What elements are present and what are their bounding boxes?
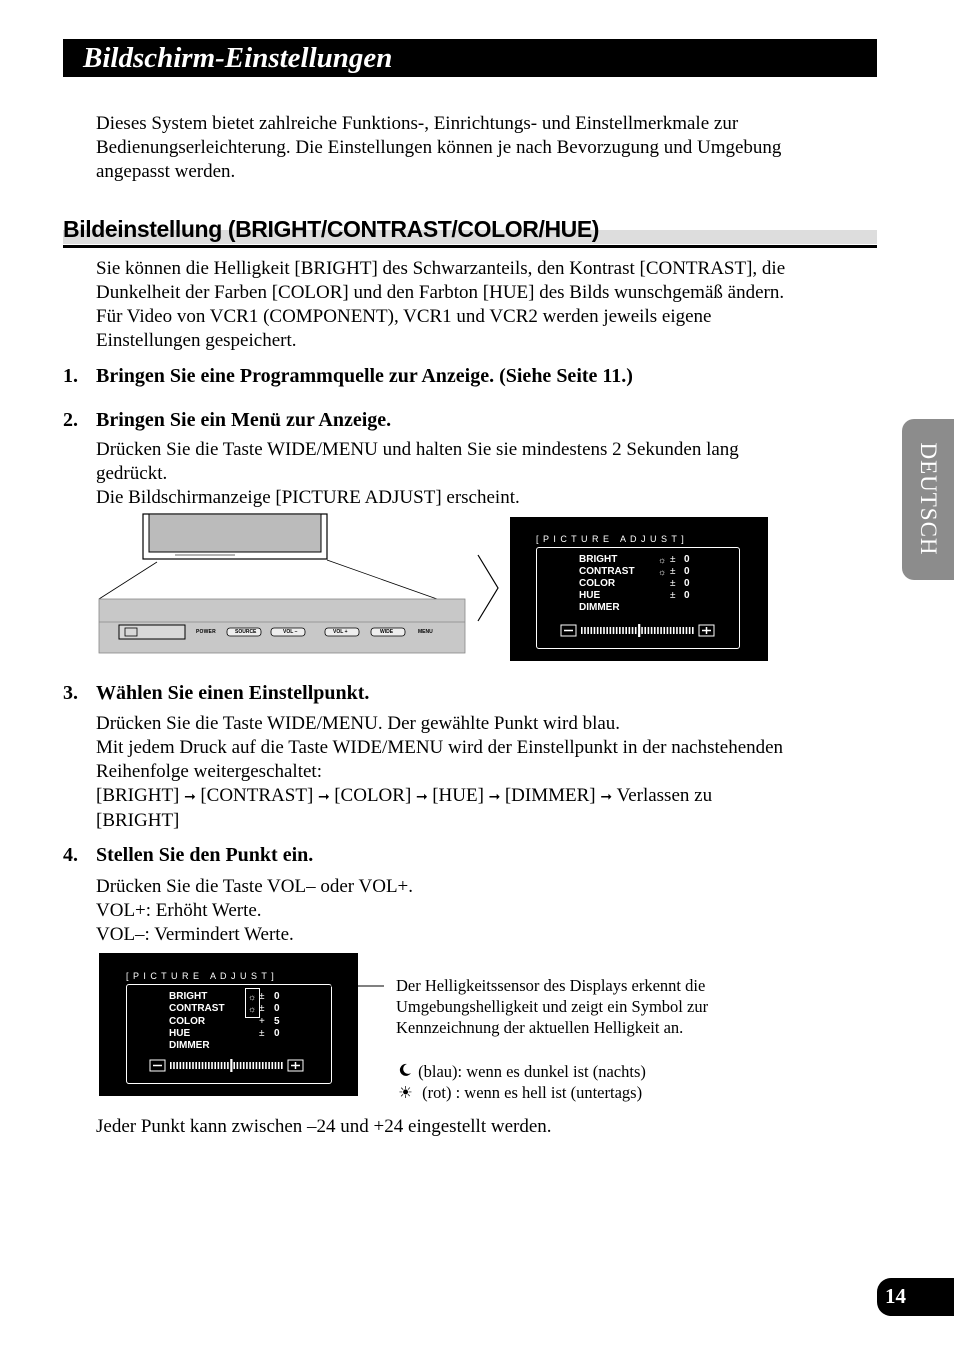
sequence-item: [DIMMER] (504, 785, 596, 806)
level-tick (629, 627, 631, 634)
source-button[interactable]: SOURCE (235, 629, 257, 635)
level-tick (641, 627, 643, 634)
step-title: Bringen Sie ein Menü zur Anzeige. (96, 409, 392, 431)
osd-item-hue[interactable]: HUE (169, 1027, 191, 1039)
section-title: Bildeinstellung (BRIGHT/CONTRAST/COLOR/HUE) (63, 216, 600, 242)
osd-value: 0 (684, 578, 690, 589)
osd-values (684, 554, 690, 602)
monitor-illustration (95, 512, 467, 656)
page-title-bar (63, 39, 877, 77)
level-tick (584, 627, 586, 634)
wide-button[interactable]: WIDE (380, 629, 394, 635)
level-tick (635, 627, 637, 634)
section-line: Für Video von VCR1 (COMPONENT), VCR1 und VCR2 werden jeweils eigene (96, 306, 712, 327)
note-line: Umgebungshelligkeit und zeigt ein Symbol zur (396, 997, 709, 1016)
level-tick (682, 627, 684, 634)
level-tick (170, 1062, 172, 1069)
level-tick (581, 627, 583, 634)
range-text: Jeder Punkt kann zwischen –24 und +24 eingestellt werden. (96, 1116, 552, 1137)
level-tick (670, 627, 672, 634)
osd-title: [ P I C T U R E A D J U S T ] (126, 971, 275, 981)
osd-item-dimmer[interactable]: DIMMER (579, 602, 620, 613)
step-line: Die Bildschirmanzeige [PICTURE ADJUST] erscheint. (96, 487, 520, 508)
sun-icon: ☼ (658, 555, 667, 565)
language-tab (902, 419, 954, 580)
osd-item-list (169, 991, 225, 1052)
level-tick (205, 1062, 207, 1069)
osd-title: [ P I C T U R E A D J U S T ] (536, 534, 685, 544)
section-line: Dunkelheit der Farben [COLOR] und den Farbton [HUE] des Bilds wunschgemäß ändern. (96, 282, 785, 303)
level-tick (679, 627, 681, 634)
plus-minus-icon: ± (259, 1027, 265, 1039)
sequence-item: [HUE] (432, 785, 484, 806)
level-tick (265, 1062, 267, 1069)
level-tick (252, 1062, 254, 1069)
level-tick (249, 1062, 251, 1069)
zoom-line-right (327, 560, 437, 599)
level-tick (240, 1062, 242, 1069)
step-number: 1. (63, 365, 78, 387)
level-tick (281, 1062, 283, 1069)
level-tick (259, 1062, 261, 1069)
sun-icon: ☼ (248, 992, 257, 1002)
step-line: VOL–: Vermindert Werte. (96, 924, 294, 945)
level-tick (227, 1062, 229, 1069)
sequence-item: Verlassen zu (616, 785, 713, 806)
osd-value: 0 (274, 1027, 280, 1039)
level-tick (221, 1062, 223, 1069)
moon-icon (398, 1061, 414, 1082)
osd-level-bar[interactable] (149, 1058, 305, 1074)
power-label: POWER (196, 629, 216, 635)
level-tick (654, 627, 656, 634)
osd-item-color[interactable]: COLOR (169, 1015, 206, 1027)
vol-plus-button[interactable]: VOL + (333, 629, 348, 635)
step-line: Drücken Sie die Taste VOL– oder VOL+. (96, 876, 414, 897)
sun-note (398, 1082, 758, 1103)
osd-value: 5 (274, 1015, 280, 1027)
arrow-icon: ➞ (600, 789, 617, 805)
vol-minus-button[interactable]: VOL – (283, 629, 298, 635)
level-tick (278, 1062, 280, 1069)
step-number: 3. (63, 682, 78, 704)
step-2-text (96, 438, 876, 510)
level-tick (632, 627, 634, 634)
level-tick (256, 1062, 258, 1069)
osd-item-contrast[interactable]: CONTRAST (169, 1003, 225, 1015)
level-tick (610, 627, 612, 634)
level-tick (186, 1062, 188, 1069)
level-tick (625, 627, 627, 634)
step-line: Reihenfolge weitergeschaltet: (96, 761, 322, 782)
step-4-text (96, 875, 876, 947)
level-tick (233, 1062, 235, 1069)
level-tick (660, 627, 662, 634)
osd-value: 0 (274, 1003, 280, 1015)
step-line: Drücken Sie die Taste WIDE/MENU und halten Sie sie mindestens 2 Sekunden lang (96, 439, 739, 460)
level-tick (202, 1062, 204, 1069)
osd-value: 0 (274, 991, 280, 1002)
level-tick (657, 627, 659, 634)
sequence-item: [BRIGHT] (96, 785, 180, 806)
sun-icon: ☼ (658, 567, 667, 577)
note-line: Der Helligkeitssensor des Displays erkennt die (396, 976, 706, 995)
sequence-line (96, 784, 876, 809)
monitor-screen (149, 514, 321, 552)
arrow-right-icon (476, 553, 500, 623)
arrow-icon: ➞ (184, 789, 201, 805)
step-title: Stellen Sie den Punkt ein. (96, 844, 314, 866)
level-tick (208, 1062, 210, 1069)
plus-minus-icon: ± (670, 566, 676, 577)
sun-icon: ☀ (398, 1083, 413, 1102)
intro-paragraph (96, 112, 876, 184)
step-line: Drücken Sie die Taste WIDE/MENU. Der gewählte Punkt wird blau. (96, 713, 621, 734)
page-title: Bildschirm-Einstellungen (83, 42, 393, 74)
level-marker (230, 1059, 232, 1072)
step-line: gedrückt. (96, 463, 168, 484)
level-tick (619, 627, 621, 634)
sun-icon: ☼ (248, 1004, 257, 1015)
level-tick (591, 627, 593, 634)
level-tick (180, 1062, 182, 1069)
plus-icon: + (259, 1015, 265, 1027)
level-tick (214, 1062, 216, 1069)
level-tick (587, 627, 589, 634)
page-number-badge (877, 1278, 954, 1316)
osd-item-color[interactable]: COLOR (579, 578, 616, 589)
step-line: VOL+: Erhöht Werte. (96, 900, 262, 921)
osd-plusminus-icons (670, 554, 676, 602)
osd-item-hue[interactable]: HUE (579, 590, 601, 601)
osd-item-dimmer[interactable]: DIMMER (169, 1040, 210, 1052)
level-tick (275, 1062, 277, 1069)
section-line: Sie können die Helligkeit [BRIGHT] des Schwarzanteils, den Kontrast [CONTRAST], die (96, 258, 786, 279)
section-heading (63, 212, 877, 249)
sequence-item: [CONTRAST] (200, 785, 314, 806)
level-tick (648, 627, 650, 634)
sequence-end: [BRIGHT] (96, 810, 180, 831)
section-line: Einstellungen gespeichert. (96, 330, 297, 351)
step-number: 2. (63, 409, 78, 431)
level-tick (218, 1062, 220, 1069)
osd-item-contrast[interactable]: CONTRAST (579, 566, 635, 577)
level-tick (600, 627, 602, 634)
plus-minus-icon: ± (670, 554, 676, 565)
level-tick (663, 627, 665, 634)
level-tick (246, 1062, 248, 1069)
step-line: Mit jedem Druck auf die Taste WIDE/MENU wird der Einstellpunkt in der nachstehenden (96, 737, 784, 758)
level-tick (689, 627, 691, 634)
step-3-text (96, 712, 876, 833)
osd-item-list (579, 554, 635, 614)
level-tick (622, 627, 624, 634)
intro-line: angepasst werden. (96, 161, 236, 182)
osd-value: 0 (684, 590, 690, 601)
level-tick (644, 627, 646, 634)
plus-minus-icon: ± (670, 590, 676, 601)
panel-sensor-window (119, 625, 185, 639)
osd-value: 0 (684, 566, 690, 577)
level-tick (597, 627, 599, 634)
step-title: Wählen Sie einen Einstellpunkt. (96, 682, 370, 704)
level-tick (176, 1062, 178, 1069)
arrow-icon: ➞ (318, 789, 335, 805)
level-tick (183, 1062, 185, 1069)
arrow-icon: ➞ (488, 789, 505, 805)
level-tick (667, 627, 669, 634)
osd-value: 0 (684, 554, 690, 565)
level-tick (676, 627, 678, 634)
menu-label: MENU (418, 629, 433, 635)
page-number: 14 (885, 1284, 906, 1308)
level-tick (195, 1062, 197, 1069)
level-tick (189, 1062, 191, 1069)
level-tick (673, 627, 675, 634)
sequence-item: [COLOR] (334, 785, 412, 806)
level-tick (243, 1062, 245, 1069)
osd-sensor-icons (248, 991, 256, 1016)
level-tick (616, 627, 618, 634)
intro-line: Bedienungserleichterung. Die Einstellungen können je nach Bevorzugung und Umgebung (96, 137, 782, 158)
section-paragraph (96, 257, 876, 353)
osd-sensor-icons (658, 554, 666, 578)
plus-minus-icon: ± (259, 1003, 265, 1015)
osd-picture-adjust-1 (510, 517, 768, 661)
note-line: Kennzeichnung der aktuellen Helligkeit an. (396, 1018, 684, 1037)
level-tick (651, 627, 653, 634)
level-tick (262, 1062, 264, 1069)
level-tick (271, 1062, 273, 1069)
level-tick (613, 627, 615, 634)
osd-level-bar[interactable] (560, 623, 716, 639)
level-tick (594, 627, 596, 634)
level-tick (686, 627, 688, 634)
level-tick (603, 627, 605, 634)
arrow-icon: ➞ (416, 789, 433, 805)
step-number: 4. (63, 844, 78, 866)
level-tick (606, 627, 608, 634)
level-tick (211, 1062, 213, 1069)
osd-plusminus-icons (259, 991, 265, 1040)
level-marker (638, 624, 640, 637)
step-title: Bringen Sie eine Programmquelle zur Anzeige. (Siehe Seite 11.) (96, 365, 633, 387)
plus-minus-icon: ± (670, 578, 676, 589)
level-tick (199, 1062, 201, 1069)
sun-note-text: (rot) : wenn es hell ist (untertags) (422, 1083, 643, 1102)
osd-values (274, 991, 280, 1040)
level-tick (192, 1062, 194, 1069)
sensor-note (396, 975, 756, 1038)
moon-note-text: (blau): wenn es dunkel ist (nachts) (418, 1062, 646, 1081)
level-tick (173, 1062, 175, 1069)
section-rule (63, 245, 877, 248)
osd-item-bright[interactable]: BRIGHT (579, 554, 618, 565)
level-tick (237, 1062, 239, 1069)
callout-line (258, 982, 388, 992)
level-tick (268, 1062, 270, 1069)
level-tick (224, 1062, 226, 1069)
zoom-line-left (99, 562, 157, 599)
moon-note (398, 1061, 758, 1082)
osd-picture-adjust-2 (99, 953, 358, 1096)
intro-line: Dieses System bietet zahlreiche Funktions-, Einrichtungs- und Einstellmerkmale zur (96, 113, 739, 134)
plus-minus-icon: ± (259, 991, 265, 1002)
language-tab-label: DEUTSCH (916, 442, 941, 556)
level-tick (692, 627, 694, 634)
osd-item-bright[interactable]: BRIGHT (169, 991, 208, 1002)
